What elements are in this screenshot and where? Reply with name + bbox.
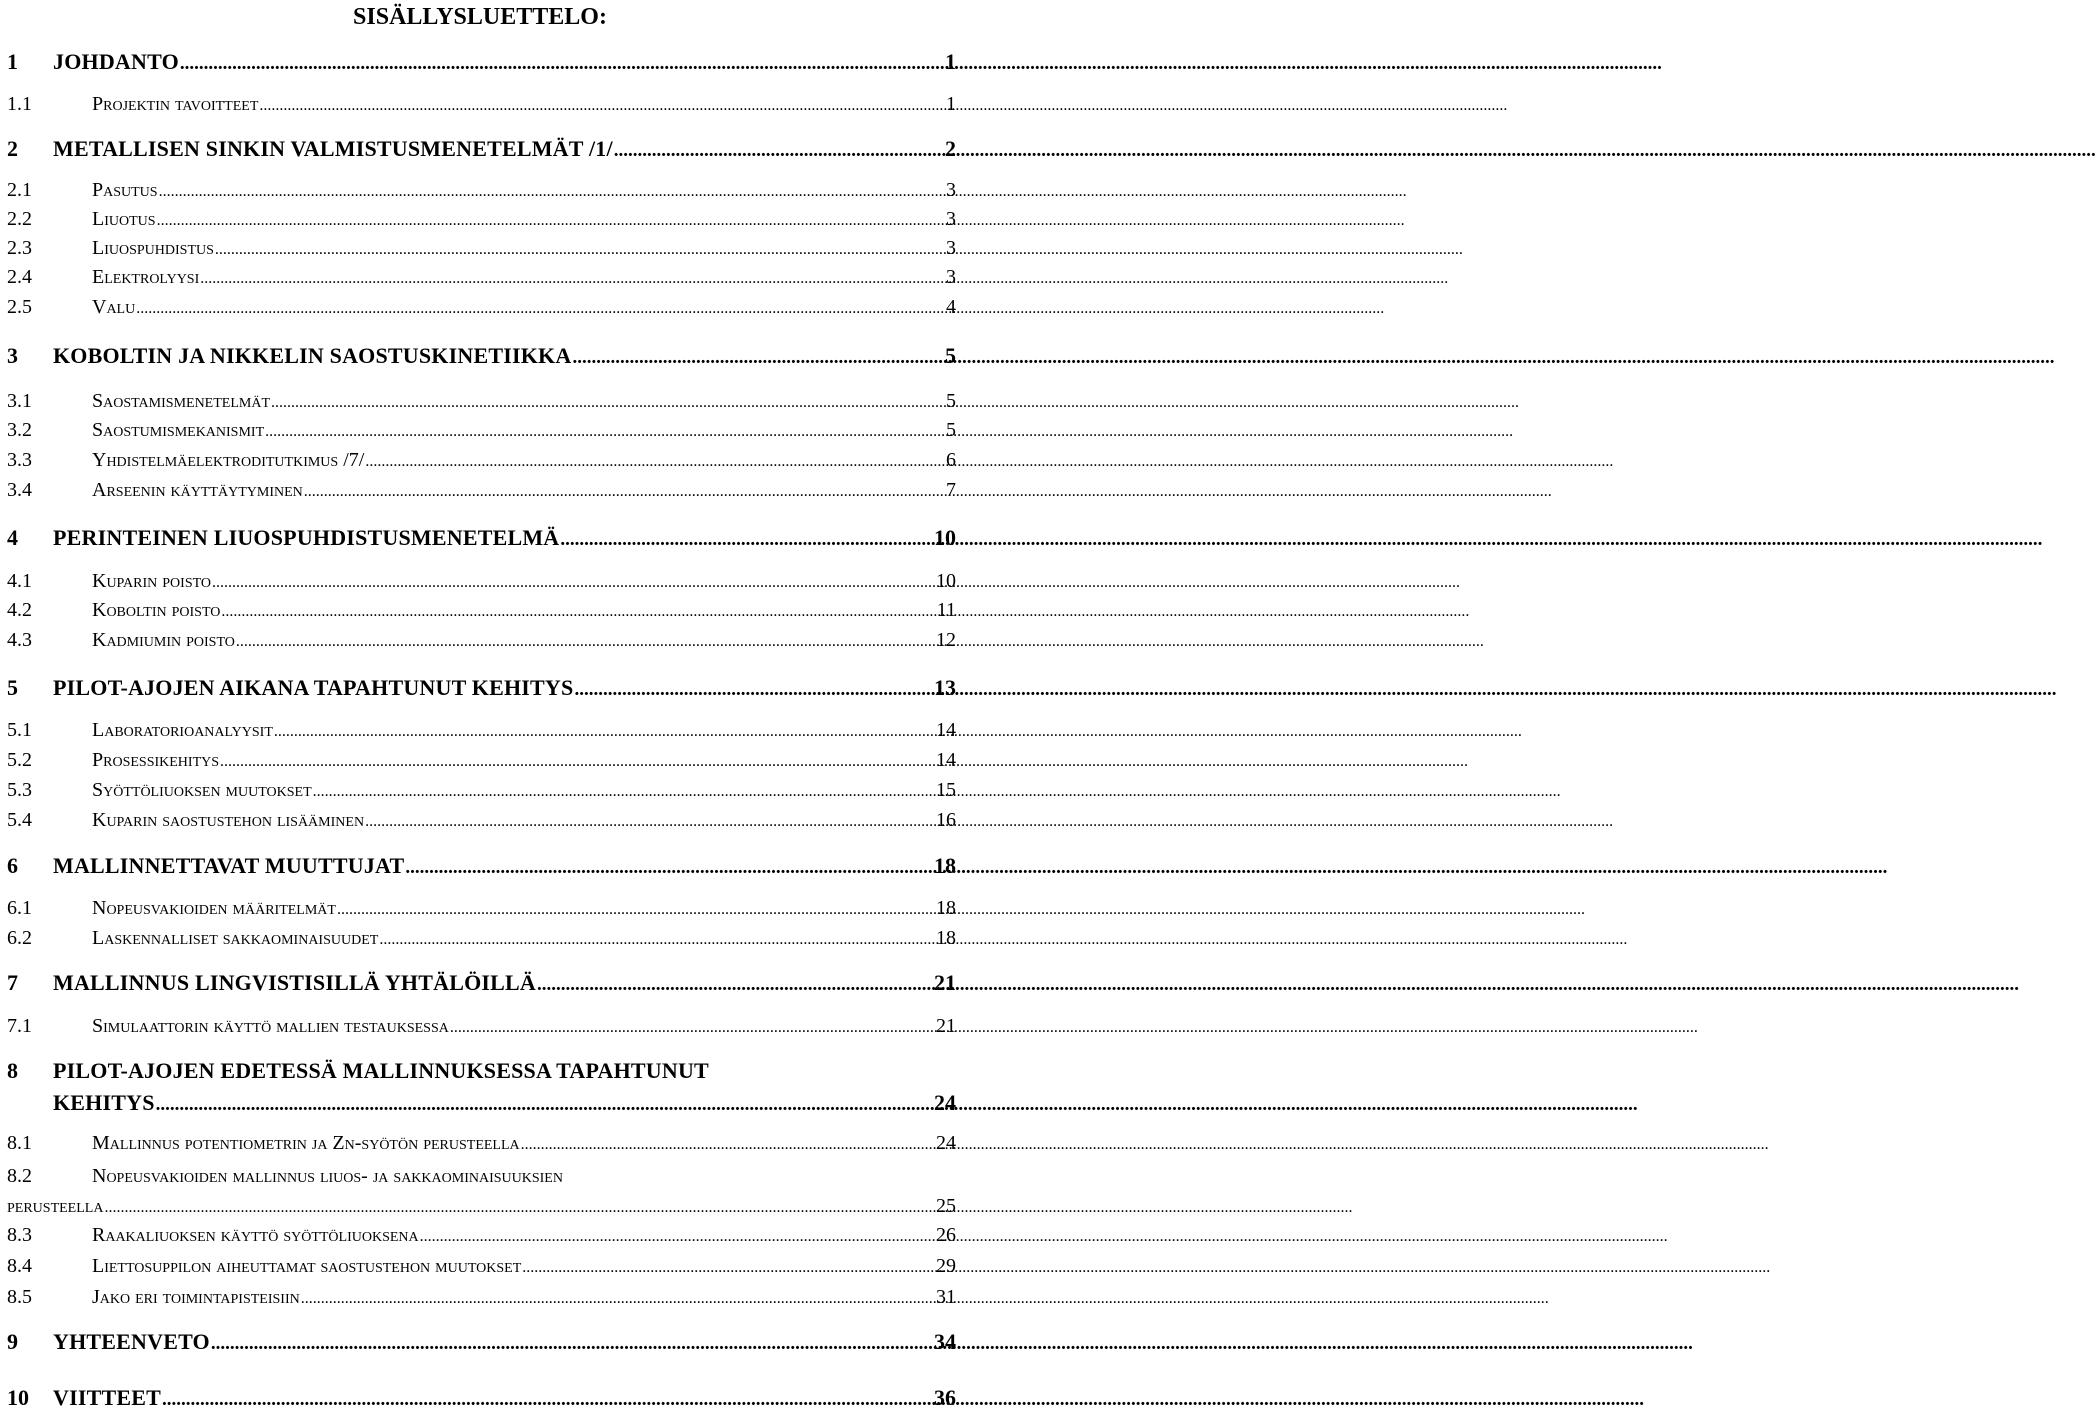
toc-entry-page: 1 xyxy=(946,93,956,115)
toc-entry-title: PILOT-AJOJEN EDETESSÄ MALLINNUKSESSA TAPAHTUNUT xyxy=(53,1058,709,1083)
toc-entry-page: 15 xyxy=(936,779,956,801)
toc-entry-page: 18 xyxy=(936,927,956,949)
toc-entry-title: Kadmiumin poisto xyxy=(92,629,235,651)
toc-entry-title: Prosessikehitys xyxy=(92,749,220,771)
toc-entry-title: Pasutus xyxy=(92,179,158,201)
dot-leader xyxy=(379,927,935,953)
dot-leader xyxy=(560,525,933,555)
toc-entry-title: Raakaliuoksen käyttö syöttöliuoksena xyxy=(92,1224,419,1246)
toc-entry-number: 5 xyxy=(7,675,18,700)
toc-entry-title: Simulaattorin käyttö mallien testauksessa xyxy=(92,1015,449,1037)
dot-leader xyxy=(301,1286,935,1312)
toc-entry-page: 24 xyxy=(936,1132,956,1154)
toc-entry-title: Arseenin käyttäytyminen xyxy=(92,479,303,501)
toc-entry-number: 3.4 xyxy=(7,479,32,501)
toc-entry-page: 3 xyxy=(946,208,956,230)
dot-leader xyxy=(521,1132,935,1158)
toc-entry-page: 21 xyxy=(936,1015,956,1037)
dot-leader xyxy=(420,1224,935,1250)
toc-entry-page: 7 xyxy=(946,479,956,501)
dot-leader xyxy=(259,93,945,119)
toc-entry-title: Saostumismekanismit xyxy=(92,419,265,441)
toc-entry-page: 3 xyxy=(946,179,956,201)
toc-entry-number: 2.2 xyxy=(7,208,32,230)
toc-entry-title: Liuospuhdistus xyxy=(92,237,214,259)
toc-entry-title: METALLISEN SINKIN VALMISTUSMENETELMÄT /1/ xyxy=(53,136,613,161)
toc-entry-title: Jako eri toimintapisteisiin xyxy=(92,1286,300,1308)
toc-entry-title: MALLINNETTAVAT MUUTTUJAT xyxy=(53,853,405,878)
toc-entry-title-continued: KEHITYS xyxy=(53,1090,155,1115)
toc-entry-title: PILOT-AJOJEN AIKANA TAPAHTUNUT KEHITYS xyxy=(53,675,574,700)
toc-entry-title: Elektrolyysi xyxy=(92,266,200,288)
dot-leader xyxy=(221,599,935,625)
toc-entry-number: 8.5 xyxy=(7,1286,32,1308)
toc-entry-number: 3.2 xyxy=(7,419,32,441)
toc-entry-number: 2 xyxy=(7,136,18,161)
toc-entry-title: Koboltin poisto xyxy=(92,599,221,621)
toc-entry-number: 4.2 xyxy=(7,599,32,621)
toc-entry-number: 5.3 xyxy=(7,779,32,801)
toc-entry-page: 5 xyxy=(946,390,956,412)
toc-entry-page: 29 xyxy=(936,1255,956,1277)
toc-entry-page: 36 xyxy=(934,1385,956,1410)
dot-leader xyxy=(220,749,935,775)
toc-entry-title: Projektin tavoitteet xyxy=(92,93,259,115)
toc-entry-title: Yhdistelmäelektroditutkimus /7/ xyxy=(92,449,365,471)
toc-entry-number: 8.2 xyxy=(7,1165,32,1187)
dot-leader xyxy=(156,1090,933,1120)
toc-entry-title: Nopeusvakioiden mallinnus liuos- ja sakkaominaisuuksien xyxy=(92,1165,563,1187)
toc-entry-title: Liuotus xyxy=(92,208,156,230)
toc-entry-page: 3 xyxy=(946,266,956,288)
dot-leader xyxy=(236,629,935,655)
dot-leader xyxy=(200,266,945,292)
dot-leader xyxy=(450,1015,935,1041)
toc-entry-title: Valu xyxy=(92,296,136,318)
toc-entry-number: 6.1 xyxy=(7,897,32,919)
dot-leader xyxy=(365,809,935,835)
toc-entry-page: 25 xyxy=(936,1195,956,1217)
toc-entry-page: 10 xyxy=(934,525,956,550)
toc-entry-title: Mallinnus potentiometrin ja Zn-syötön perusteella xyxy=(92,1132,520,1154)
toc-entry-number: 9 xyxy=(7,1329,18,1354)
toc-entry-number: 8 xyxy=(7,1058,18,1083)
toc-entry-number: 4.1 xyxy=(7,570,32,592)
toc-entry-number: 8.4 xyxy=(7,1255,32,1277)
table-of-contents xyxy=(0,0,960,1410)
dot-leader xyxy=(157,208,945,234)
toc-entry-number: 2.4 xyxy=(7,266,32,288)
dot-leader xyxy=(572,343,944,373)
dot-leader xyxy=(180,49,944,79)
toc-entry-title: Nopeusvakioiden määritelmät xyxy=(92,897,336,919)
toc-entry-title: Saostamismenetelmät xyxy=(92,390,270,412)
toc-entry-page: 14 xyxy=(936,749,956,771)
toc-entry-title: Kuparin saostustehon lisääminen xyxy=(92,809,365,831)
toc-entry-title: Kuparin poisto xyxy=(92,570,212,592)
toc-entry-number: 10 xyxy=(7,1385,29,1410)
dot-leader xyxy=(522,1255,935,1281)
toc-entry-number: 3.3 xyxy=(7,449,32,471)
toc-entry-page: 12 xyxy=(936,629,956,651)
dot-leader xyxy=(215,237,945,263)
dot-leader xyxy=(574,675,933,705)
dot-leader xyxy=(274,719,935,745)
toc-entry-page: 24 xyxy=(934,1090,956,1115)
toc-entry-page: 26 xyxy=(936,1224,956,1246)
toc-entry-title: Laboratorioanalyysit xyxy=(92,719,273,741)
toc-entry-title: Laskennalliset sakkaominaisuudet xyxy=(92,927,379,949)
toc-entry-page: 5 xyxy=(945,343,956,368)
dot-leader xyxy=(265,419,945,445)
toc-entry-title: MALLINNUS LINGVISTISILLÄ YHTÄLÖILLÄ xyxy=(53,970,536,995)
toc-entry-number: 1.1 xyxy=(7,93,32,115)
toc-entry-number: 6.2 xyxy=(7,927,32,949)
dot-leader xyxy=(337,897,935,923)
toc-entry-page: 14 xyxy=(936,719,956,741)
toc-entry-page: 13 xyxy=(934,675,956,700)
toc-entry-title: KOBOLTIN JA NIKKELIN SAOSTUSKINETIIKKA xyxy=(53,343,572,368)
toc-entry-number: 1 xyxy=(7,49,18,74)
toc-entry-number: 2.5 xyxy=(7,296,32,318)
toc-entry-number: 3 xyxy=(7,343,18,368)
dot-leader xyxy=(104,1195,935,1221)
dot-leader xyxy=(537,970,933,1000)
toc-entry-number: 6 xyxy=(7,853,18,878)
toc-title: SISÄLLYSLUETTELO: xyxy=(353,4,607,30)
dot-leader xyxy=(405,853,933,883)
toc-entry-page: 4 xyxy=(946,296,956,318)
toc-entry-title: PERINTEINEN LIUOSPUHDISTUSMENETELMÄ xyxy=(53,525,560,550)
toc-entry-title-continued: perusteella xyxy=(7,1195,104,1217)
toc-entry-page: 11 xyxy=(936,599,956,621)
toc-entry-page: 2 xyxy=(945,136,956,161)
toc-entry-page: 16 xyxy=(936,809,956,831)
dot-leader xyxy=(159,179,945,205)
dot-leader xyxy=(614,136,944,166)
toc-entry-page: 5 xyxy=(946,419,956,441)
toc-entry-number: 5.2 xyxy=(7,749,32,771)
toc-entry-title: Syöttöliuoksen muutokset xyxy=(92,779,312,801)
dot-leader xyxy=(365,449,945,475)
toc-entry-title: YHTEENVETO xyxy=(53,1329,210,1354)
toc-entry-number: 8.1 xyxy=(7,1132,32,1154)
toc-entry-number: 7.1 xyxy=(7,1015,32,1037)
toc-entry-number: 5.1 xyxy=(7,719,32,741)
toc-entry-title: Liettosuppilon aiheuttamat saostustehon muutokset xyxy=(92,1255,522,1277)
toc-entry-number: 2.3 xyxy=(7,237,32,259)
dot-leader xyxy=(304,479,945,505)
toc-entry-page: 18 xyxy=(934,853,956,878)
toc-entry-number: 5.4 xyxy=(7,809,32,831)
dot-leader xyxy=(136,296,945,322)
dot-leader xyxy=(271,390,945,416)
toc-entry-number: 4.3 xyxy=(7,629,32,651)
dot-leader xyxy=(211,1329,933,1359)
toc-entry-title: VIITTEET xyxy=(53,1385,161,1410)
toc-entry-number: 4 xyxy=(7,525,18,550)
dot-leader xyxy=(313,779,935,805)
dot-leader xyxy=(162,1385,933,1415)
toc-entry-number: 8.3 xyxy=(7,1224,32,1246)
toc-entry-title: JOHDANTO xyxy=(53,49,179,74)
toc-entry-number: 7 xyxy=(7,970,18,995)
toc-entry-page: 6 xyxy=(946,449,956,471)
toc-entry-page: 10 xyxy=(936,570,956,592)
toc-entry-page: 1 xyxy=(945,49,956,74)
toc-entry-page: 31 xyxy=(936,1286,956,1308)
dot-leader xyxy=(212,570,935,596)
toc-entry-number: 2.1 xyxy=(7,179,32,201)
toc-entry-page: 21 xyxy=(934,970,956,995)
toc-entry-page: 3 xyxy=(946,237,956,259)
toc-entry-page: 18 xyxy=(936,897,956,919)
toc-entry-number: 3.1 xyxy=(7,390,32,412)
toc-entry-page: 34 xyxy=(934,1329,956,1354)
